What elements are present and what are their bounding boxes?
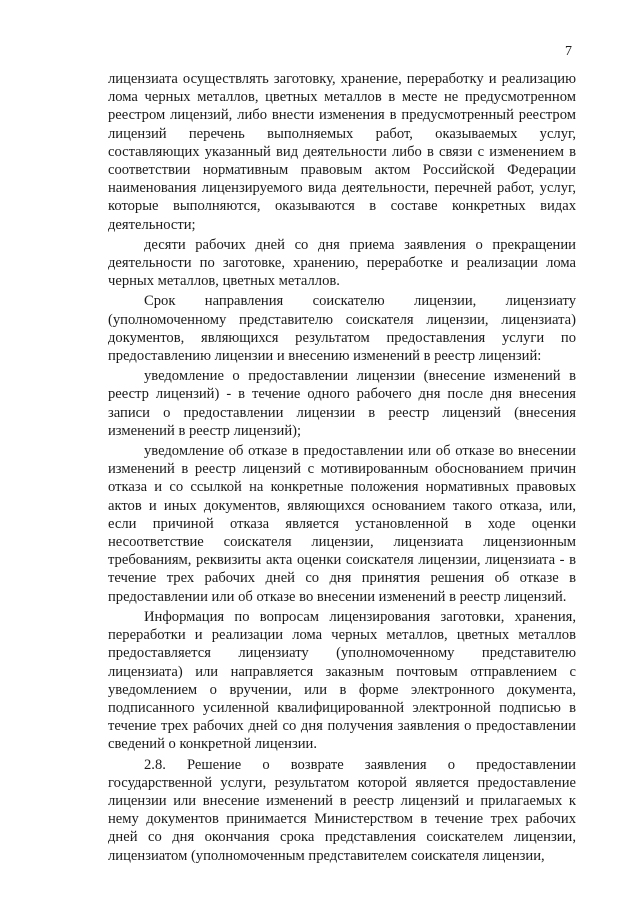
document-body (108, 70, 576, 867)
paragraph-licensing-information: Информация по вопросам лицензирования заготовки, хранения, переработки и реализации лома черных металлов, цветных металлов предоставляется лицензиату (уполномоченному представителю лицензиата) или направляется заказным почтовым отправлением с уведомлением о вручении, или в форме электронного документа, подписанного усиленной квалифицированной электронной подписью в течение трех рабочих дней со дня получения заявления о предоставлении сведений о конкретной лицензии. (108, 608, 576, 753)
paragraph-continuation: лицензиата осуществлять заготовку, хранение, переработку и реализацию лома черных металлов, цветных металлов в месте не предусмотренном реестром лицензий, либо внести изменения в предусмотренный реестром лицензий перечень выполняемых работ, оказываемых услуг, составляющих указанный вид деятельности либо в связи с изменением в соответствии нормативным правовым актом Российской Федерации наименования лицензируемого вида деятельности, перечней работ, услуг, которые выполняются, оказываются в составе конкретных видах деятельности; (108, 71, 576, 233)
paragraph-license-notification: уведомление о предоставлении лицензии (внесение изменений в реестр лицензий) - в течение одного рабочего дня после дня внесения записи о предоставлении лицензии в реестр лицензий (внесения изменений в реестр лицензий); (108, 368, 576, 439)
paragraph-termination-deadline: десяти рабочих дней со дня приема заявления о прекращении деятельности по заготовке, хранению, переработке и реализации лома черных металлов, цветных металлов. (108, 236, 576, 290)
page-number: 7 (565, 44, 572, 59)
paragraph-result-delivery-deadline: Срок направления соискателю лицензии, лицензиату (уполномоченному представителю соискателя лицензии, лицензиата) документов, являющихся результатом предоставления услуги по предоставлению лицензии и внесению изменений в реестр лицензий: (108, 293, 576, 365)
paragraph-section-2-8: 2.8. Решение о возврате заявления о предоставлении государственной услуги, результатом которой является предоставление лицензии или внесение изменений в реестр лицензий и прилагаемых к нему документов принимается Министерством в течение трех рабочих дней со дня окончания срока представления соискателем лицензии, лицензиатом (уполномоченным представителем соискателя лицензии, (108, 756, 576, 864)
paragraph-refusal-notification: уведомление об отказе в предоставлении или об отказе во внесении изменений в реестр лицензий с мотивированным обоснованием причин отказа и со ссылкой на конкретные положения нормативных правовых актов и иных документов, являющихся основанием такого отказа, или, если причиной отказа является установленной в ходе оценки несоответствие соискателя лицензии, лицензиата лицензионным требованиям, реквизиты акта оценки соискателя лицензии, лицензиата - в течение трех рабочих дней со дня принятия решения об отказе в предоставлении или об отказе во внесении изменений в реестр лицензий. (108, 443, 576, 605)
